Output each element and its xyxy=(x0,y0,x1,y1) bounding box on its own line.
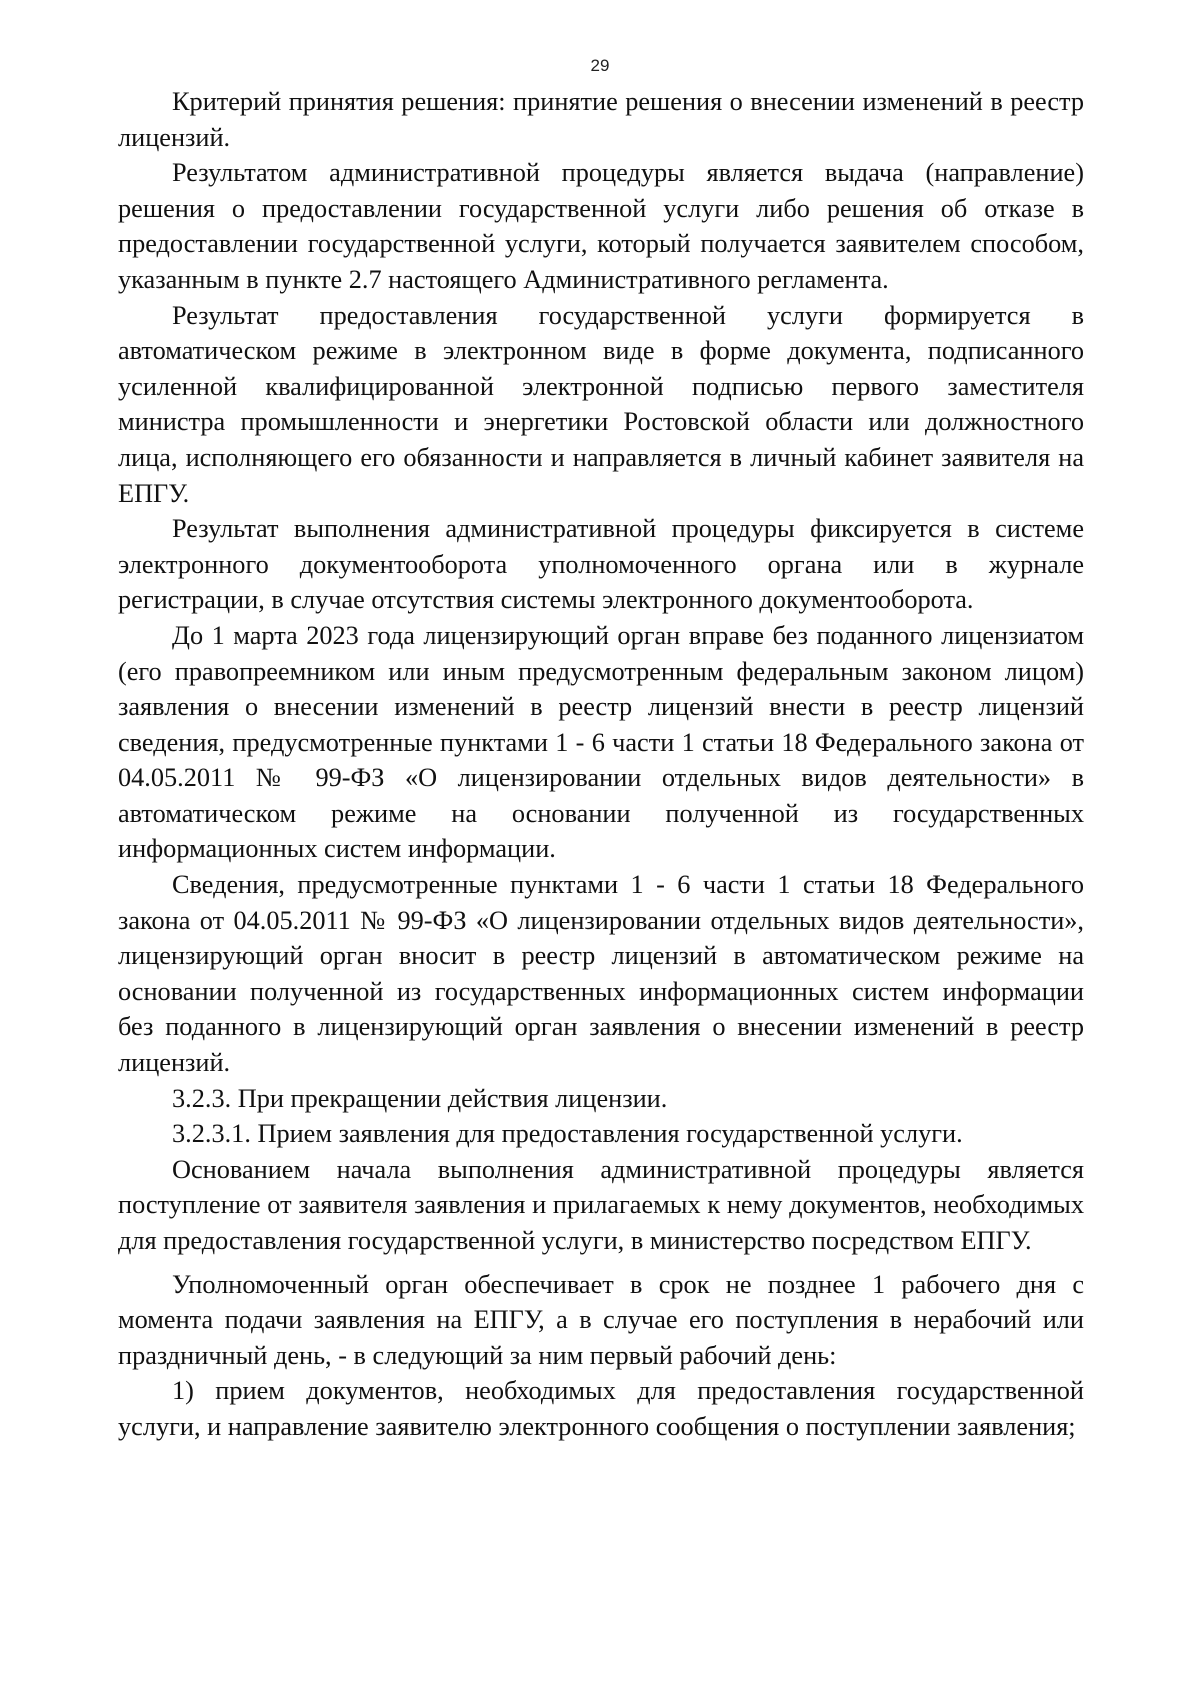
paragraph-procedure-result: Результатом административной процедуры является выдача (направление) решения о предоставлении государственной услуги либо решения об отказе в предоставлении государственной услуги, который получается заявителем способом, указанным в пункте 2.7 настоящего Административного регламента. xyxy=(118,158,1084,294)
paragraph-result-recording: Результат выполнения административной процедуры фиксируется в системе электронного документооборота уполномоченного органа или в журнале регистрации, в случае отсутствия системы электронного документооборота. xyxy=(118,514,1084,615)
paragraph-decision-criterion: Критерий принятия решения: принятие решения о внесении изменений в реестр лицензий. xyxy=(118,87,1084,152)
section-heading-3-2-3: 3.2.3. При прекращении действия лицензии. xyxy=(172,1083,668,1113)
section-heading-3-2-3-1: 3.2.3.1. Прием заявления для предоставления государственной услуги. xyxy=(172,1119,963,1149)
paragraph-authorized-body-duties: Уполномоченный орган обеспечивает в срок не позднее 1 рабочего дня с момента подачи заявления на ЕПГУ, а в случае его поступления в нерабочий или праздничный день, - в следующий за ним первый рабочий день: xyxy=(118,1269,1084,1370)
paragraph-registry-changes-until-2023: До 1 марта 2023 года лицензирующий орган вправе без поданного лицензиатом (его правопреемником или иным предусмотренным федеральным законом лицом) заявления о внесении изменений в реестр лицензий внести в реестр лицензий сведения, предусмотренные пунктами 1 - 6 части 1 статьи 18 Федерального закона от 04.05.2011 № 99-ФЗ «О лицензировании отдельных видов деятельности» в автоматическом режиме на основании полученной из государственных информационных систем информации. xyxy=(118,620,1084,864)
list-item-1: 1) прием документов, необходимых для предоставления государственной услуги, и направление заявителю электронного сообщения о поступлении заявления; xyxy=(118,1376,1084,1441)
paragraph-automatic-registry-entry: Сведения, предусмотренные пунктами 1 - 6 части 1 статьи 18 Федерального закона от 04.05.2011 № 99-ФЗ «О лицензировании отдельных видов деятельности», лицензирующий орган вносит в реестр лицензий в автоматическом режиме на основании полученной из государственных информационных систем информации без поданного в лицензирующий орган заявления о внесении изменений в реестр лицензий. xyxy=(118,870,1084,1078)
document-body xyxy=(118,84,1084,1445)
paragraph-procedure-basis: Основанием начала выполнения административной процедуры является поступление от заявителя заявления и прилагаемых к нему документов, необходимых для предоставления государственной услуги, в министерство посредством ЕПГУ. xyxy=(118,1154,1084,1255)
paragraph-service-result: Результат предоставления государственной услуги формируется в автоматическом режиме в электронном виде в форме документа, подписанного усиленной квалифицированной электронной подписью первого заместителя министра промышленности и энергетики Ростовской области или должностного лица, исполняющего его обязанности и направляется в личный кабинет заявителя на ЕПГУ. xyxy=(118,300,1084,508)
page-number: 29 xyxy=(590,56,610,75)
